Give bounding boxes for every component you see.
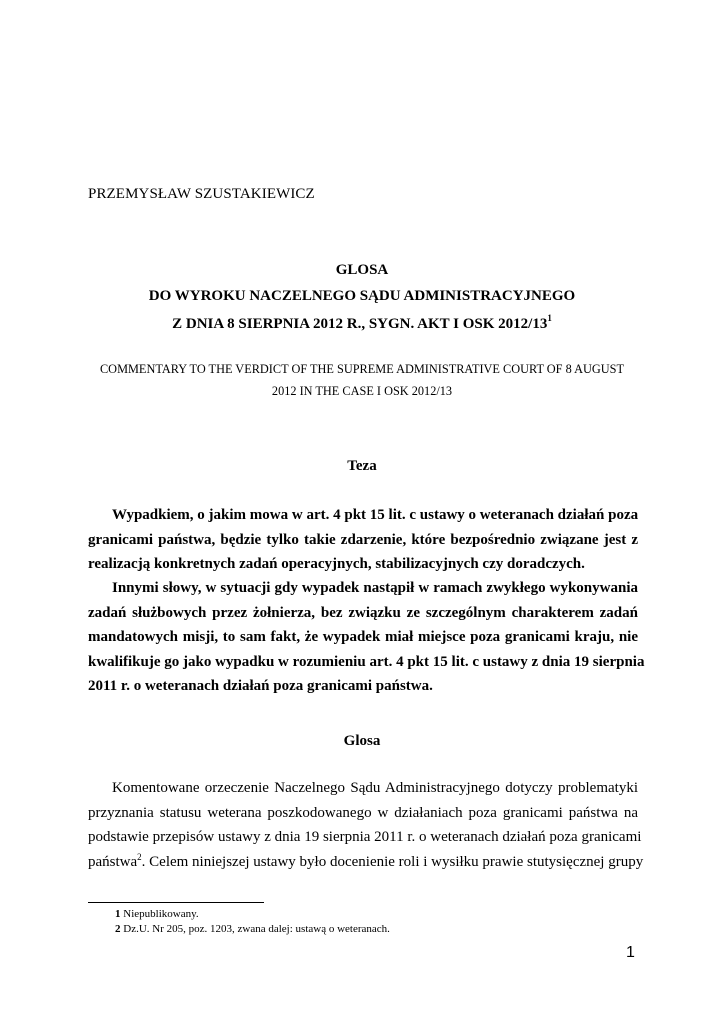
text-line: Komentowane orzeczenie Naczelnego Sądu Administracyjnego dotyczy problematyki [112, 780, 638, 796]
text-line: realizacją konkretnych zadań operacyjnych, stabilizacyjnych czy doradczych. [88, 556, 585, 573]
text-line: 2011 r. o weteranach działań poza granicami państwa. [88, 678, 433, 695]
glosa-heading: Glosa [343, 733, 381, 749]
english-title-line-1: COMMENTARY TO THE VERDICT OF THE SUPREME ADMINISTRATIVE COURT OF 8 AUGUST [99, 362, 625, 376]
author-name: PRZEMYSŁAW SZUSTAKIEWICZ [88, 186, 315, 202]
glosa-paragraph [88, 776, 644, 874]
footnote-2: 2 Dz.U. Nr 205, poz. 1203, zwana dalej: ustawą o weteranach. [115, 923, 390, 935]
thesis-paragraph-2 [88, 576, 645, 699]
title-glosa: GLOSA [335, 262, 389, 278]
title-date-case: Z DNIA 8 SIERPNIA 2012 R., SYGN. AKT I OSK $2012/13^1$ [172, 313, 552, 332]
text-line: przyznania statusu weterana poszkodowanego w działaniach poza granicami państwa na [88, 804, 638, 821]
text-line: kwalifikuje go jako wypadku w rozumieniu art. 4 pkt 15 lit. c ustawy z dnia 19 sierpnia [88, 653, 645, 670]
text-line: Wypadkiem, o jakim mowa w art. 4 pkt 15 lit. c ustawy o weteranach działań poza [112, 507, 639, 523]
footnote-ref-1: 1 [547, 313, 552, 323]
text-line: mandatowych misji, to sam fakt, że wypadek miał miejsce poza granicami kraju, nie [88, 629, 638, 646]
footnote-separator [88, 902, 264, 903]
text-line: granicami państwa, będzie tylko takie zdarzenie, które bezpośrednio związane jest z [88, 531, 638, 548]
text-line: podstawie przepisów ustawy z dnia 19 sierpnia 2011 r. o weteranach działań poza granicami [88, 829, 642, 846]
footnote-1: 1 Niepublikowany. [115, 908, 199, 920]
thesis-heading: Teza [347, 458, 377, 474]
footnote-ref-2: 2 [137, 851, 142, 862]
english-title-line-2: 2012 IN THE CASE I OSK 2012/13 [271, 384, 453, 398]
text-line: zadań służbowych przez żołnierza, bez związku ze szczególnym charakterem zadań [88, 604, 638, 621]
page-number: 1 [626, 944, 635, 961]
title-court: DO WYROKU NACZELNEGO SĄDU ADMINISTRACYJNEGO [148, 288, 576, 304]
thesis-paragraph-1 [88, 503, 638, 577]
text-line: Innymi słowy, w sytuacji gdy wypadek nastąpił w ramach zwykłego wykonywania [112, 580, 638, 596]
text-line: państwa$^2$. Celem niniejszej ustawy było docenienie roli i wysiłku prawie stutysięcznej grupy [88, 851, 644, 870]
